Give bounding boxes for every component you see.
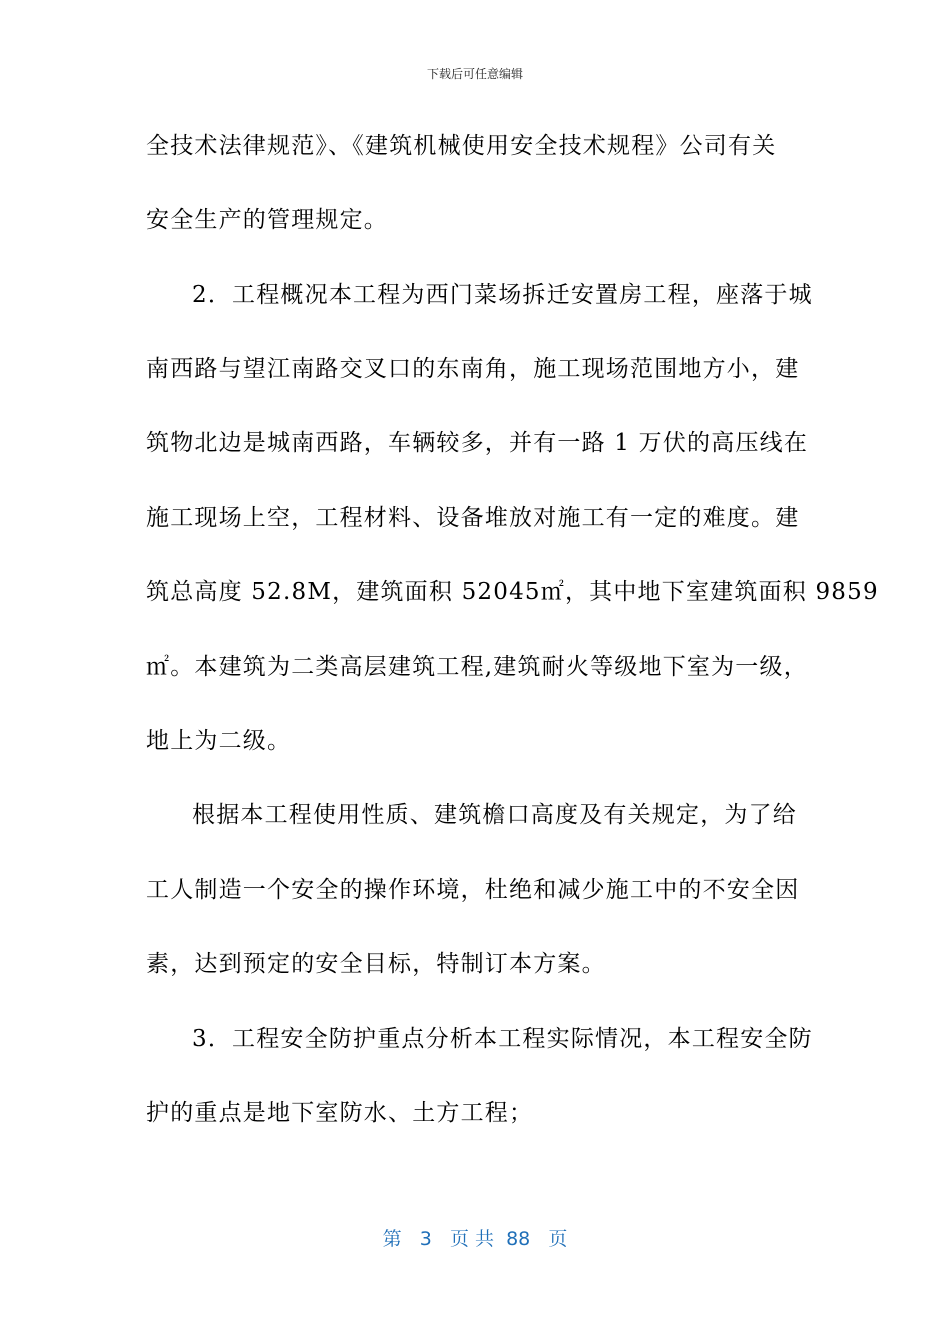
paragraph-start-line: 2．工程概况本工程为西门菜场拆迁安置房工程，座落于城 <box>192 282 813 308</box>
page-label-suffix: 页 <box>548 1228 568 1250</box>
text-line: 筑总高度 52.8M，建筑面积 52045㎡，其中地下室建筑面积 9859 <box>146 579 879 605</box>
total-pages-number: 88 <box>506 1228 531 1250</box>
text-line: 南西路与望江南路交叉口的东南角，施工现场范围地方小，建 <box>146 356 800 382</box>
page-label-prefix: 第 <box>382 1228 402 1250</box>
text-line: ㎡。本建筑为二类高层建筑工程,建筑耐火等级地下室为一级， <box>146 654 808 680</box>
text-line: 施工现场上空，工程材料、设备堆放对施工有一定的难度。建 <box>146 505 800 531</box>
text-line: 安全生产的管理规定。 <box>146 207 388 233</box>
header-note: 下载后可任意编辑 <box>426 67 523 81</box>
paragraph-start-line: 根据本工程使用性质、建筑檐口高度及有关规定，为了给 <box>192 802 797 828</box>
current-page-number: 3 <box>419 1228 432 1250</box>
text-line: 全技术法律规范》、《建筑机械使用安全技术规程》公司有关 <box>146 133 777 159</box>
text-line: 素，达到预定的安全目标，特制订本方案。 <box>146 951 606 977</box>
text-line: 工人制造一个安全的操作环境，杜绝和减少施工中的不安全因 <box>146 877 800 903</box>
text-line: 护的重点是地下室防水、土方工程； <box>146 1100 534 1126</box>
text-line: 筑物北边是城南西路，车辆较多，并有一路 1 万伏的高压线在 <box>146 430 809 456</box>
text-line: 地上为二级。 <box>146 728 292 754</box>
page-footer <box>0 1226 950 1252</box>
paragraph-start-line: 3．工程安全防护重点分析本工程实际情况，本工程安全防 <box>192 1026 813 1052</box>
page-label-middle: 页 共 <box>449 1228 494 1250</box>
